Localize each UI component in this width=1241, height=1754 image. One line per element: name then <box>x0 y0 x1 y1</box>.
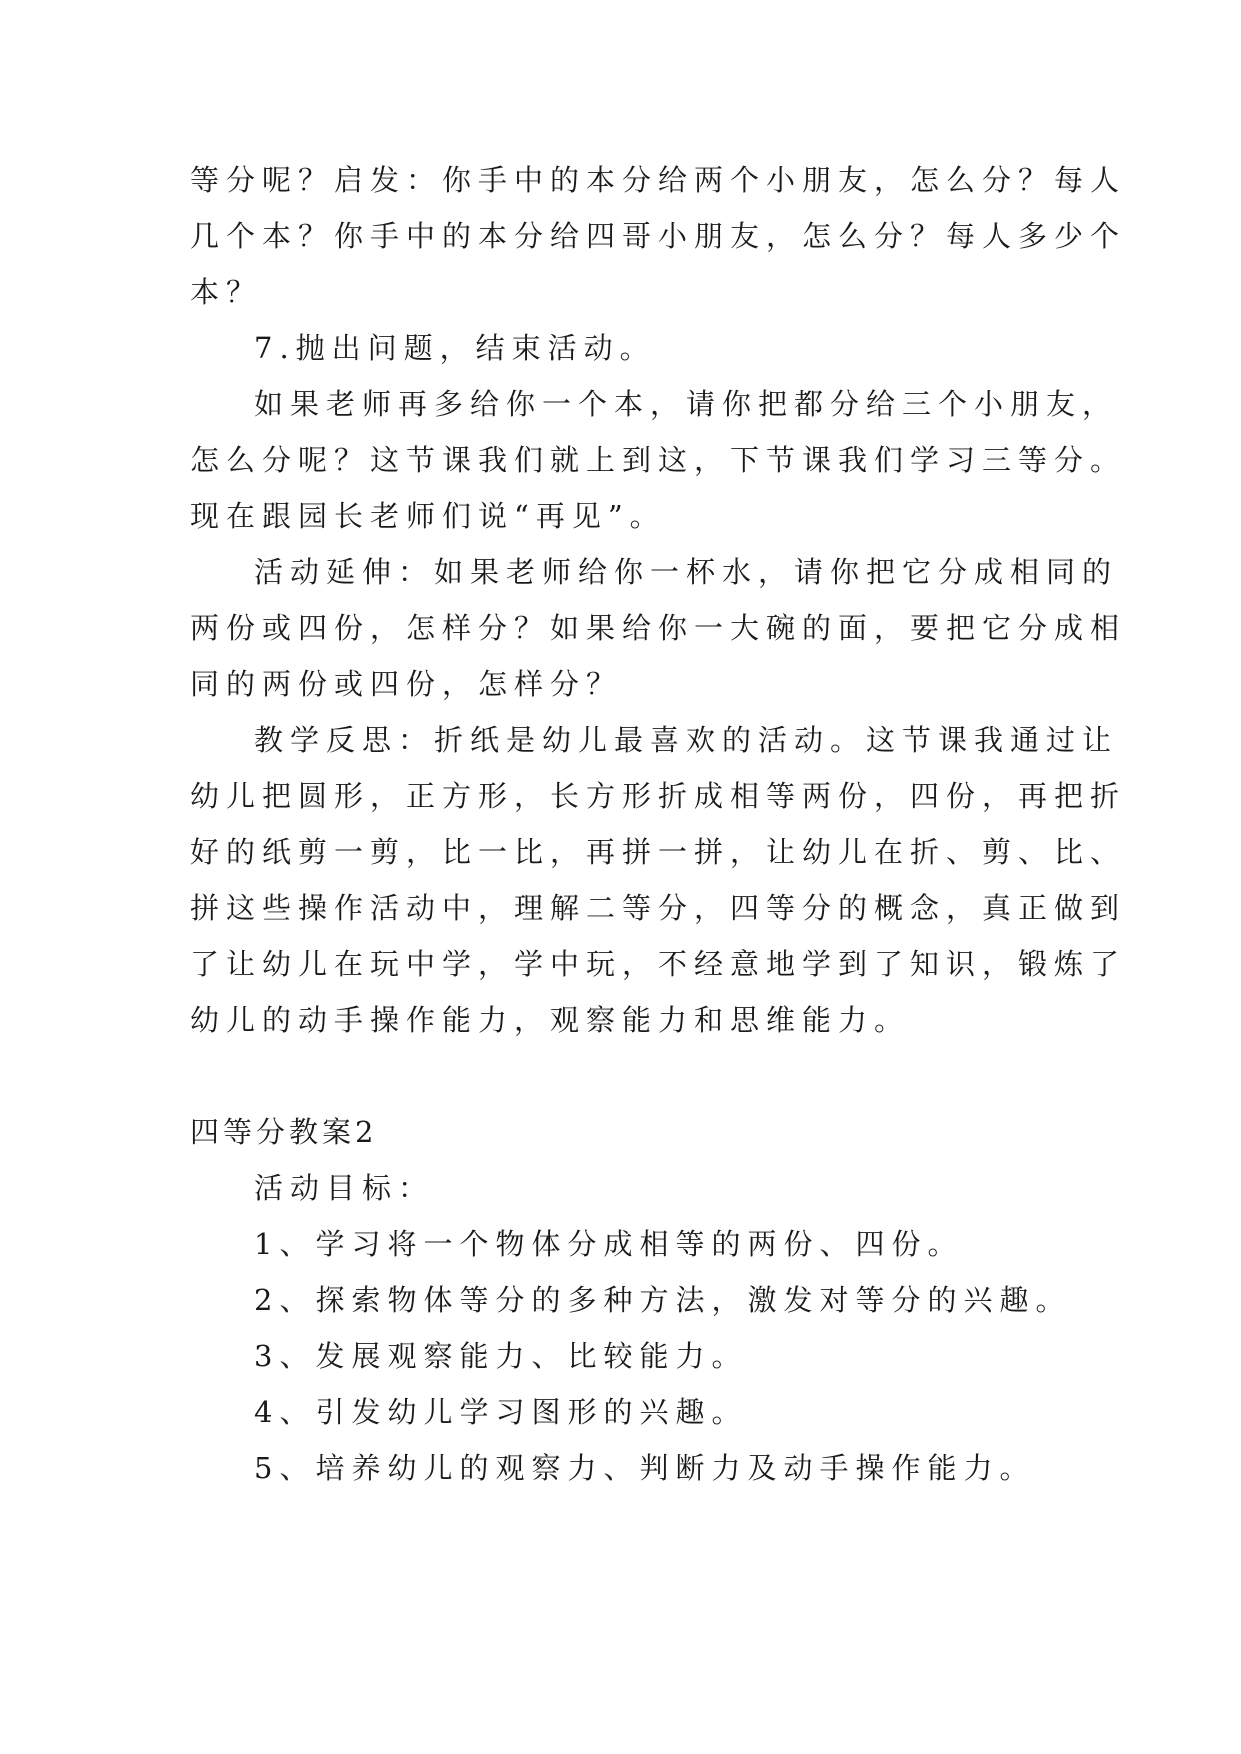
body-text-line: 等分呢？启发：你手中的本分给两个小朋友，怎么分？每人 <box>190 163 1127 197</box>
reflection-paragraph-line: 幼儿把圆形，正方形，长方形折成相等两份，四份，再把折 <box>190 779 1127 813</box>
goal-item: 5、培养幼儿的观察力、判断力及动手操作能力。 <box>254 1451 1036 1485</box>
body-text-line: 怎么分呢？这节课我们就上到这，下节课我们学习三等分。 <box>190 443 1127 477</box>
step-heading: 7.抛出问题，结束活动。 <box>254 331 656 365</box>
body-text-line: 几个本？你手中的本分给四哥小朋友，怎么分？每人多少个 <box>190 219 1127 253</box>
reflection-paragraph-line: 幼儿的动手操作能力，观察能力和思维能力。 <box>190 1003 911 1037</box>
extension-paragraph-line: 两份或四份，怎样分？如果给你一大碗的面，要把它分成相 <box>190 611 1127 645</box>
section-title: 四等分教案2 <box>190 1115 378 1149</box>
reflection-paragraph-line: 拼这些操作活动中，理解二等分，四等分的概念，真正做到 <box>190 891 1127 925</box>
reflection-paragraph-line: 了让幼儿在玩中学，学中玩，不经意地学到了知识，锻炼了 <box>190 947 1127 981</box>
goal-item: 2、探索物体等分的多种方法，激发对等分的兴趣。 <box>254 1283 1072 1317</box>
goals-heading: 活动目标： <box>254 1171 435 1205</box>
extension-paragraph-line: 活动延伸：如果老师给你一杯水，请你把它分成相同的 <box>254 555 1119 589</box>
reflection-paragraph-line: 好的纸剪一剪，比一比，再拼一拼，让幼儿在折、剪、比、 <box>190 835 1127 869</box>
body-text-line: 现在跟园长老师们说“再见”。 <box>190 499 666 533</box>
goal-item: 1、学习将一个物体分成相等的两份、四份。 <box>254 1227 964 1261</box>
goal-item: 3、发展观察能力、比较能力。 <box>254 1339 748 1373</box>
body-text-line: 本？ <box>190 275 263 309</box>
body-text-line: 如果老师再多给你一个本，请你把都分给三个小朋友， <box>254 387 1119 421</box>
goal-item: 4、引发幼儿学习图形的兴趣。 <box>254 1395 748 1429</box>
reflection-paragraph-line: 教学反思：折纸是幼儿最喜欢的活动。这节课我通过让 <box>254 723 1119 757</box>
extension-paragraph-line: 同的两份或四份，怎样分？ <box>190 667 623 701</box>
